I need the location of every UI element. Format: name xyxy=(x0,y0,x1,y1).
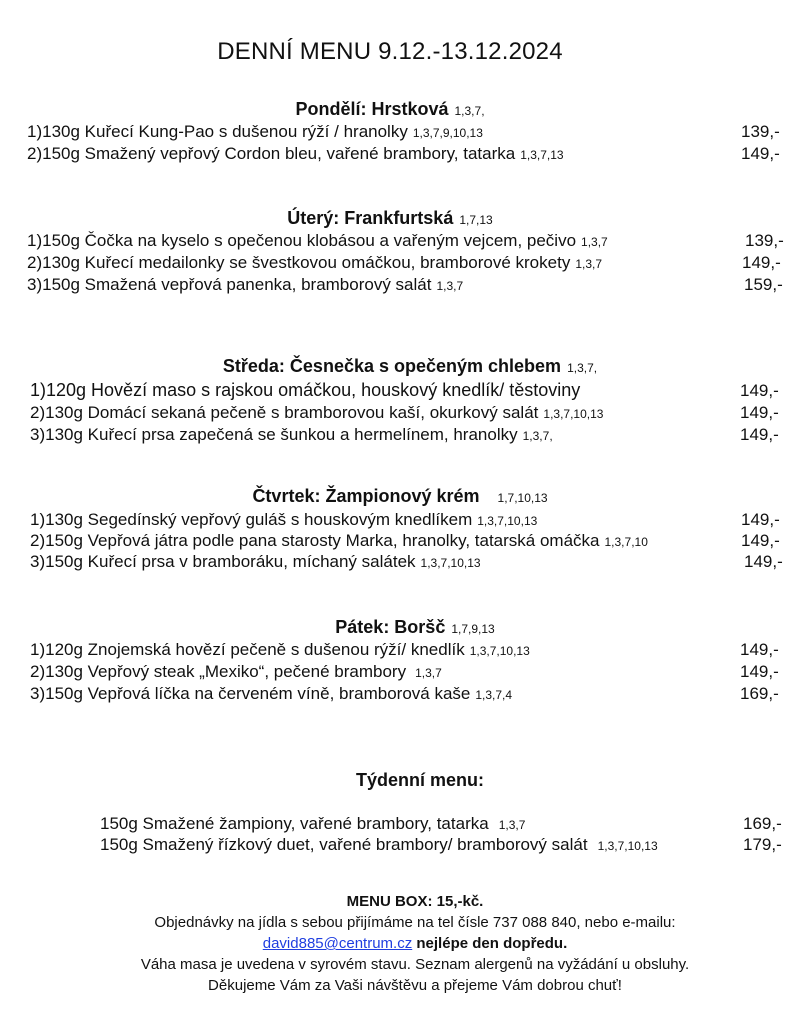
weekly-menu-heading xyxy=(30,770,810,791)
weight-note: Váha masa je uvedena v syrovém stavu. Seznam alergenů na vyžádání u obsluhy. xyxy=(140,956,690,973)
menu-item-price: 149,- xyxy=(741,144,780,163)
menu-item-allergens: 1,3,7 xyxy=(498,818,526,832)
day-heading-tuesday xyxy=(0,208,780,229)
day-heading-wednesday xyxy=(20,356,800,377)
menu-item-price: 149,- xyxy=(740,403,779,422)
weekly-item xyxy=(100,814,525,834)
menu-item-price: 149,- xyxy=(740,425,779,444)
day-heading-text: Pátek: Boršč xyxy=(335,617,446,637)
menu-item-allergens: 1,3,7, xyxy=(522,429,553,443)
weekly-item xyxy=(100,835,658,855)
menu-item xyxy=(30,552,481,572)
menu-item xyxy=(27,231,608,251)
menu-title: DENNÍ MENU 9.12.-13.12.2024 xyxy=(217,38,563,65)
menu-item-text: 3)150g Smažená vepřová panenka, bramborový salát xyxy=(27,275,432,294)
menu-item-text: 1)130g Segedínský vepřový guláš s houskovým knedlíkem xyxy=(30,510,473,529)
menu-item xyxy=(30,662,442,682)
menu-item-text: 1)120g Znojemská hovězí pečeně s dušenou rýží/ knedlík xyxy=(30,640,465,659)
menu-item-text: 1)130g Kuřecí Kung-Pao s dušenou rýží / hranolky xyxy=(27,122,408,141)
day-heading-text: Čtvrtek: Žampionový krém xyxy=(252,486,480,506)
email-line xyxy=(0,933,810,954)
day-heading-friday xyxy=(25,617,805,638)
menu-item-text: 1)150g Čočka na kyselo s opečenou klobásou a vařeným vejcem, pečivo xyxy=(27,231,577,250)
menu-item-allergens: 1,3,7,4 xyxy=(475,688,513,702)
menu-item-allergens: 1,3,7 xyxy=(415,666,442,680)
email-link[interactable]: david885@centrum.cz xyxy=(262,935,413,952)
soup-allergens: 1,3,7, xyxy=(454,104,485,118)
menu-item-price: 149,- xyxy=(742,253,781,272)
menu-item-allergens: 1,3,7,9,10,13 xyxy=(412,126,483,140)
menu-item xyxy=(30,510,537,530)
menu-item-price: 169,- xyxy=(743,814,782,833)
soup-allergens: 1,7,13 xyxy=(459,213,493,227)
menu-item xyxy=(30,403,603,423)
menu-item-text: 3)130g Kuřecí prsa zapečená se šunkou a hermelínem, hranolky xyxy=(30,425,518,444)
menu-item xyxy=(27,253,602,273)
menu-item-allergens: 1,3,7,10,13 xyxy=(420,556,481,570)
menu-item-text: 3)150g Kuřecí prsa v bramboráku, míchaný salátek xyxy=(30,552,416,571)
menu-item-text: 2)150g Vepřová játra podle pana starosty Marka, hranolky, tatarská omáčka xyxy=(30,531,600,550)
day-heading-monday xyxy=(0,99,780,120)
menu-item-text: 150g Smažené žampiony, vařené brambory, tatarka xyxy=(100,814,489,833)
day-heading-text: Středa: Česnečka s opečeným chlebem xyxy=(222,356,562,376)
menu-item-price: 149,- xyxy=(741,531,780,550)
menu-item-text: 150g Smažený řízkový duet, vařené brambory/ bramborový salát xyxy=(100,835,588,854)
menu-item-price: 149,- xyxy=(744,552,783,571)
menu-item-allergens: 1,3,7,10,13 xyxy=(597,839,658,853)
menu-item-price: 159,- xyxy=(744,275,783,294)
menu-item-allergens: 1,3,7,10,13 xyxy=(477,514,538,528)
order-instructions: Objednávky na jídla s sebou přijímáme na tel čísle 737 088 840, nebo e-mailu: xyxy=(154,914,676,931)
thank-you-note: Děkujeme Vám za Vaši návštěvu a přejeme Vám dobrou chuť! xyxy=(208,977,622,994)
menu-item-text: 3)150g Vepřová líčka na červeném víně, bramborová kaše xyxy=(30,684,471,703)
menu-item xyxy=(30,380,585,401)
menu-item xyxy=(30,531,648,551)
menu-item-price: 179,- xyxy=(743,835,782,854)
soup-allergens: 1,7,10,13 xyxy=(497,491,548,505)
menu-item xyxy=(27,275,463,295)
day-heading-text: Úterý: Frankfurtská xyxy=(287,208,454,228)
weekly-heading-text: Týdenní menu: xyxy=(355,770,484,790)
menu-item-price: 139,- xyxy=(741,122,780,141)
menu-item xyxy=(30,425,553,445)
soup-allergens: 1,7,9,13 xyxy=(451,622,495,636)
menu-item-allergens: 1,3,7 xyxy=(581,235,608,249)
day-heading-text: Pondělí: Hrstková xyxy=(295,99,449,119)
menu-item-price: 149,- xyxy=(741,510,780,529)
menu-item-allergens: 1,3,7 xyxy=(436,279,464,293)
menu-item xyxy=(30,684,512,704)
menu-box-price: MENU BOX: 15,-kč. xyxy=(346,893,484,910)
menu-item-allergens: 1,3,7,10,13 xyxy=(543,407,604,421)
menu-item xyxy=(27,122,483,142)
menu-item-allergens: 1,3,7,10 xyxy=(604,535,648,549)
menu-item-price: 149,- xyxy=(740,640,779,659)
order-info xyxy=(0,891,810,996)
menu-item-allergens: 1,3,7,10,13 xyxy=(469,644,530,658)
day-heading-thursday xyxy=(10,486,790,507)
menu-item-price: 149,- xyxy=(740,662,779,681)
menu-item xyxy=(27,144,564,164)
menu-item-price: 139,- xyxy=(745,231,784,250)
menu-item-price: 149,- xyxy=(740,381,779,400)
soup-allergens: 1,3,7, xyxy=(567,361,598,375)
menu-item-text: 2)150g Smažený vepřový Cordon bleu, vařené brambory, tatarka xyxy=(27,144,516,163)
email-note: nejlépe den dopředu. xyxy=(412,935,568,952)
menu-item-text: 2)130g Domácí sekaná pečeně s bramborovou kaší, okurkový salát xyxy=(30,403,539,422)
menu-item-price: 169,- xyxy=(740,684,779,703)
menu-item-text: 2)130g Kuřecí medailonky se švestkovou omáčkou, bramborové krokety xyxy=(27,253,571,272)
menu-item-text: 1)120g Hovězí maso s rajskou omáčkou, houskový knedlík/ těstoviny xyxy=(30,380,581,400)
menu-item-allergens: 1,3,7,13 xyxy=(520,148,564,162)
menu-item-allergens: 1,3,7 xyxy=(575,257,603,271)
menu-item-text: 2)130g Vepřový steak „Mexiko“, pečené brambory xyxy=(30,662,407,681)
menu-item xyxy=(30,640,530,660)
